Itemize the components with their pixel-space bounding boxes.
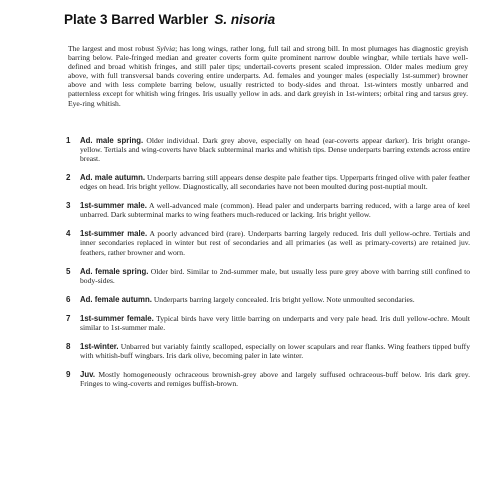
plate-heading: 1st-summer male. <box>80 201 147 211</box>
plate-item-8 <box>66 342 470 360</box>
plate-body <box>80 201 470 219</box>
plate-title: Plate 3 Barred Warbler <box>64 12 209 27</box>
plate-item-3 <box>66 201 470 219</box>
plate-number: 9 <box>66 369 71 379</box>
plate-text: A well-advanced male (common). Head paler and underparts barring reduced, with a large area of keel unbarred. Dark subterminal marks to wing feathers much-reduced or lacking. Iris bright yellow. <box>80 201 470 220</box>
intro-paragraph <box>68 44 468 108</box>
plate-body <box>80 136 470 163</box>
plate-heading: Juv. <box>80 369 96 379</box>
plate-number: 1 <box>66 136 71 145</box>
plate-text: Unbarred but variably faintly scalloped, especially on lower scapulars and rear flanks. Wing feathers tipped buffy with whitish-buff wingbars. Iris dark olive, becoming paler in late winter. <box>80 341 470 360</box>
plate-number: 5 <box>66 266 71 276</box>
intro-genus: Sylvia <box>156 44 176 53</box>
plate-text: Underparts barring largely concealed. Iris bright yellow. Note unmoulted secondaries. <box>151 294 415 304</box>
plate-number: 3 <box>66 201 71 211</box>
plate-number: 4 <box>66 229 71 239</box>
plate-body <box>80 314 470 332</box>
plate-body <box>80 229 470 256</box>
plate-text: Older individual. Dark grey above, especially on head (ear-coverts appear darker). Iris bright orange-yellow. Tertials and wing-coverts have black subterminal marks and whitish tips. Dense underparts barring extends across entire breast. <box>80 136 470 164</box>
plate-item-6 <box>66 295 470 304</box>
species-name: S. nisoria <box>214 12 276 27</box>
plate-body <box>80 342 470 360</box>
plate-text: Underparts barring still appears dense despite pale feather tips. Upperparts fringed olive with paler feather edges on head. Iris bright yellow. Diagnostically, all secondaries have not been moulted during post-nuptial moult. <box>80 173 471 192</box>
plate-number: 2 <box>66 173 71 183</box>
intro-text-1: The largest and most robust <box>68 44 157 53</box>
intro-text-2: ; has long wings, rather long, full tail and strong bill. In most plumages has diagnostic greyish barring below. Pale-fringed median and greater coverts form quite prominent narrow double wingbar, while tertials have well-defined and broad whitish fringes, and still paler tips; undertail-coverts present scaled impression. Older males medium grey above, with full transversal bands covering entire underparts. Ad. females and younger males (especially 1st-summer) browner above and with less complete barring below, usually restricted to body-sides and throat. 1st-winters mostly unbarred and patternless except for whitish wing fringes. Iris usually yellow in ads. and dark greyish in 1st-winters; orbital ring and tarsus grey. Eye-ring whitish. <box>68 44 469 108</box>
plate-body <box>80 295 470 304</box>
plate-item-1 <box>66 136 470 163</box>
plate-heading: Ad. female autumn. <box>80 294 152 304</box>
plate-item-2 <box>66 173 470 191</box>
plate-text: Older bird. Similar to 2nd-summer male, but usually less pure grey above with barring still confined to body-sides. <box>80 266 470 285</box>
plate-heading: 1st-summer female. <box>80 313 154 323</box>
plate-body <box>80 370 470 388</box>
plate-text: A poorly advanced bird (rare). Underparts barring largely reduced. Iris dull yellow-ochre. Tertials and inner secondaries replaced in winter but rest of secondaries and all primaries (as well as primary-coverts) are retained juv. feathers, rather browner and worn. <box>80 229 470 257</box>
plate-heading: Ad. male autumn. <box>80 173 146 183</box>
plate-descriptions <box>66 136 470 398</box>
plate-number: 6 <box>66 294 71 304</box>
plate-heading: 1st-winter. <box>80 341 119 351</box>
plate-heading: Ad. male spring. <box>80 136 144 145</box>
plate-item-5 <box>66 267 470 285</box>
plate-heading: 1st-summer male. <box>80 229 148 239</box>
plate-body <box>80 173 470 191</box>
plate-item-9 <box>66 370 470 388</box>
plate-body <box>80 267 470 285</box>
plate-text: Mostly homogeneously ochraceous brownish-grey above and largely suffused ochraceous-buff below. Iris dark grey. Fringes to wing-coverts and remiges buffish-brown. <box>80 369 470 388</box>
plate-text: Typical birds have very little barring on underparts and very pale head. Iris dull yellow-ochre. Moult similar to 1st-summer male. <box>80 313 470 332</box>
plate-number: 8 <box>66 341 71 351</box>
plate-item-7 <box>66 314 470 332</box>
plate-item-4 <box>66 229 470 256</box>
plate-number: 7 <box>66 313 71 323</box>
plate-heading: Ad. female spring. <box>80 266 149 276</box>
page-title <box>64 12 275 27</box>
